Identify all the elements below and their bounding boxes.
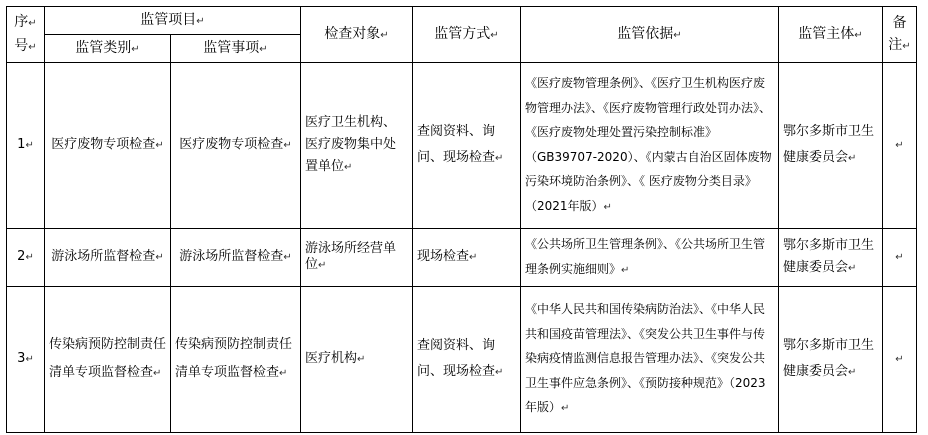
row-category: 传染病预防控制责任清单专项监督检查↵ xyxy=(45,287,171,433)
header-subject: 监管主体↵ xyxy=(779,7,883,63)
row-seq: 3↵ xyxy=(7,287,45,433)
header-seq: 序↵ 号↵ xyxy=(7,7,45,63)
header-remark: 备 注↵ xyxy=(883,7,917,63)
header-basis: 监管依据↵ xyxy=(521,7,779,63)
header-row-1 xyxy=(7,7,917,35)
row-remark: ↵ xyxy=(883,229,917,287)
supervision-table xyxy=(6,6,917,433)
row-target: 医疗卫生机构、医疗废物集中处置单位↵ xyxy=(301,63,413,229)
row-method: 查阅资料、询问、现场检查↵ xyxy=(413,287,521,433)
row-target: 医疗机构↵ xyxy=(301,287,413,433)
row-remark: ↵ xyxy=(883,287,917,433)
header-project: 监管项目↵ xyxy=(45,7,301,35)
row-seq: 1↵ xyxy=(7,63,45,229)
row-basis: 《公共场所卫生管理条例》、《公共场所卫生管理条例实施细则》↵ xyxy=(521,229,779,287)
row-category: 游泳场所监督检查↵ xyxy=(45,229,171,287)
row-subject: 鄂尔多斯市卫生健康委员会↵ xyxy=(779,229,883,287)
row-item: 游泳场所监督检查↵ xyxy=(171,229,301,287)
table-row xyxy=(7,287,917,433)
row-subject: 鄂尔多斯市卫生健康委员会↵ xyxy=(779,287,883,433)
row-basis: 《医疗废物管理条例》、《医疗卫生机构医疗废物管理办法》、《医疗废物管理行政处罚办法》、《医疗废物处理处置污染控制标准》（GB39707-2020）、《内蒙古自治区固体废物污染环境防治条例》、《 医疗废物分类目录》（2021年版）↵ xyxy=(521,63,779,229)
row-method: 查阅资料、询问、现场检查↵ xyxy=(413,63,521,229)
table-row xyxy=(7,63,917,229)
row-basis: 《中华人民共和国传染病防治法》、《中华人民共和国疫苗管理法》、《突发公共卫生事件与传染病疫情监测信息报告管理办法》、《突发公共卫生事件应急条例》、《预防接种规范》（2023年版）↵ xyxy=(521,287,779,433)
header-item: 监管事项↵ xyxy=(171,35,301,63)
header-target: 检查对象↵ xyxy=(301,7,413,63)
header-method: 监管方式↵ xyxy=(413,7,521,63)
row-item: 医疗废物专项检查↵ xyxy=(171,63,301,229)
row-subject: 鄂尔多斯市卫生健康委员会↵ xyxy=(779,63,883,229)
row-remark: ↵ xyxy=(883,63,917,229)
row-category: 医疗废物专项检查↵ xyxy=(45,63,171,229)
table-row xyxy=(7,229,917,287)
row-target: 游泳场所经营单位↵ xyxy=(301,229,413,287)
header-category: 监管类别↵ xyxy=(45,35,171,63)
row-seq: 2↵ xyxy=(7,229,45,287)
row-method: 现场检查↵ xyxy=(413,229,521,287)
row-item: 传染病预防控制责任清单专项监督检查↵ xyxy=(171,287,301,433)
